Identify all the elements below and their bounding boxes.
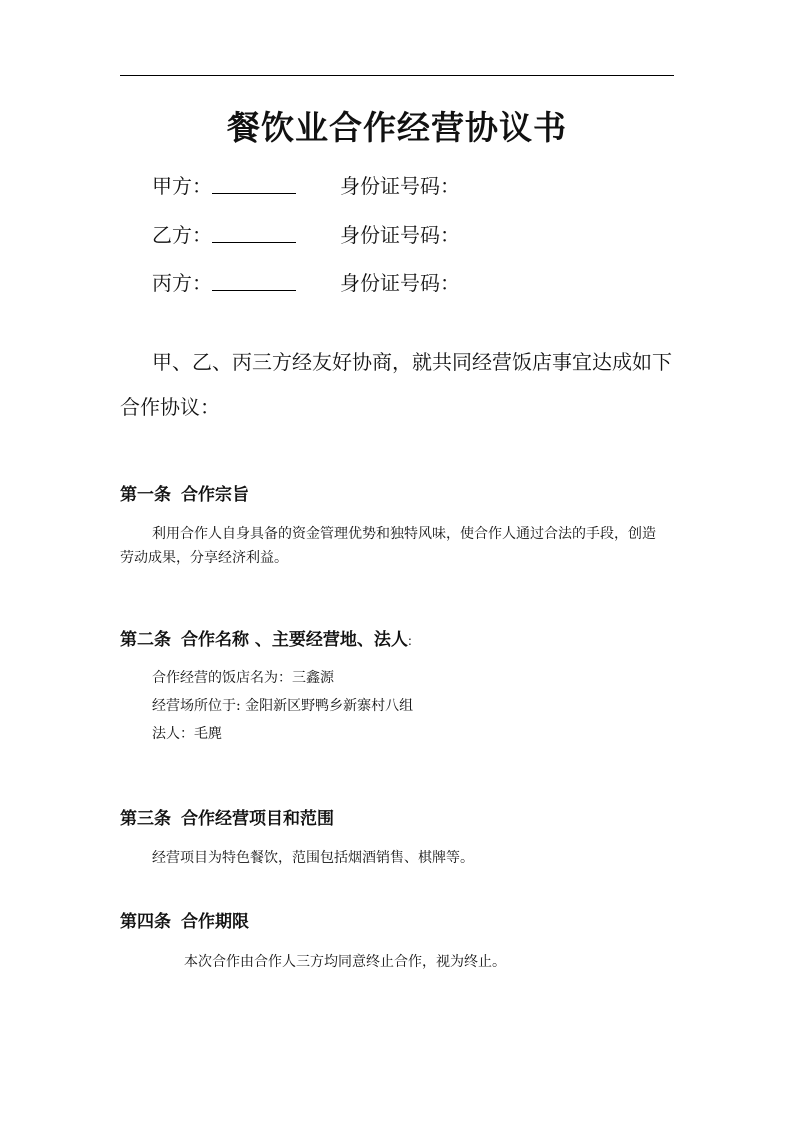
article-4-text: 本次合作由合作人三方均同意终止合作，视为终止。 bbox=[184, 954, 506, 970]
article-4-heading bbox=[120, 909, 249, 935]
article-1-title: 合作宗旨 bbox=[181, 485, 249, 505]
party-b-blank bbox=[212, 222, 296, 243]
party-c-row bbox=[152, 269, 460, 297]
header-rule bbox=[120, 75, 674, 76]
article-2-heading bbox=[120, 627, 412, 654]
party-a-blank bbox=[212, 173, 296, 194]
party-a-row bbox=[152, 172, 460, 200]
party-a-id-label: 身份证号码： bbox=[340, 174, 460, 198]
document-title: 餐饮业合作经营协议书 bbox=[227, 108, 567, 147]
party-a-label: 甲方： bbox=[152, 174, 212, 198]
party-c-blank bbox=[212, 270, 296, 291]
article-3-heading bbox=[120, 806, 334, 832]
article-2-title: 合作名称 、主要经营地、法人 bbox=[181, 630, 408, 650]
party-c-label: 丙方： bbox=[152, 271, 212, 295]
article-4-number: 第四条 bbox=[120, 912, 171, 932]
party-b-label: 乙方： bbox=[152, 223, 212, 247]
article-2-line-3: 法人：毛麂 bbox=[152, 726, 222, 742]
article-3-text: 经营项目为特色餐饮，范围包括烟酒销售、棋牌等。 bbox=[152, 850, 474, 866]
article-2-trailing: : bbox=[407, 634, 412, 648]
party-b-row bbox=[152, 221, 460, 249]
party-c-id-label: 身份证号码： bbox=[340, 271, 460, 295]
article-2-number: 第二条 bbox=[120, 630, 171, 650]
intro-paragraph: 甲、乙、丙三方经友好协商，就共同经营饭店事宜达成如下合作协议： bbox=[120, 350, 672, 419]
article-1-heading bbox=[120, 482, 249, 508]
article-1-text: 利用合作人自身具备的资金管理优势和独特风味，使合作人通过合法的手段，创造劳动成果，分享经济利益。 bbox=[120, 526, 656, 566]
article-2-line-1: 合作经营的饭店名为：三鑫源 bbox=[152, 670, 334, 686]
article-2-line-2: 经营场所位于: 金阳新区野鸭乡新寨村八组 bbox=[152, 698, 414, 714]
article-1-number: 第一条 bbox=[120, 485, 171, 505]
party-b-id-label: 身份证号码： bbox=[340, 223, 460, 247]
article-3-number: 第三条 bbox=[120, 809, 171, 829]
article-3-title: 合作经营项目和范围 bbox=[181, 809, 334, 829]
article-4-title: 合作期限 bbox=[181, 912, 249, 932]
